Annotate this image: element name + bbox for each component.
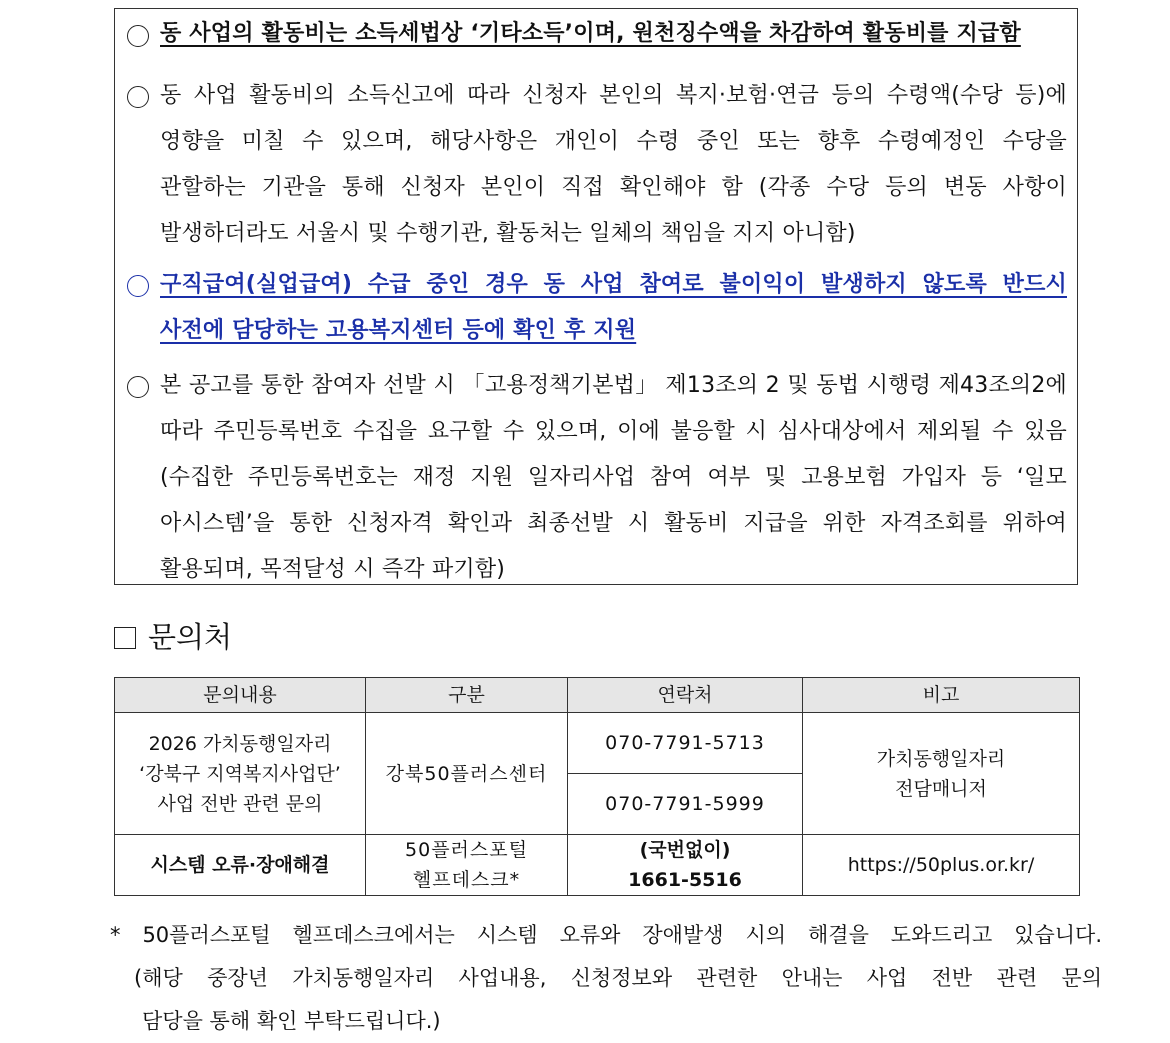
notice-line: 구직급여(실업급여) 수급 중인 경우 동 사업 참여로 불이익이 발생하지 않도록 반드시: [160, 272, 1067, 297]
notice-line: 본 공고를 통한 참여자 선발 시 「고용정책기본법」 제13조의 2 및 동법 시행령 제43조의2에: [160, 373, 1067, 398]
cell-note: [803, 713, 1080, 835]
cell-line: 헬프데스크*: [412, 869, 521, 891]
notice-line: 활용되며, 목적달성 시 즉각 파기함): [160, 557, 506, 582]
cell-line: 가치동행일자리: [876, 747, 1006, 770]
circle-bullet-icon: [127, 376, 149, 398]
notice-line: (수집한 주민등록번호는 재정 지원 일자리사업 참여 여부 및 고용보험 가입자 등 ‘일모: [160, 465, 1067, 490]
contact-table: [114, 677, 1080, 896]
circle-bullet-icon: [127, 275, 149, 297]
cell-line: 1661-5516: [628, 869, 742, 891]
notice-line: 영향을 미칠 수 있으며, 해당사항은 개인이 수령 중인 또는 향후 수령예정인 수당을: [160, 129, 1067, 154]
notice-item-income: [127, 11, 1067, 57]
cell-content: 시스템 오류·장애해결: [115, 835, 366, 896]
notice-item-resident-number: [127, 363, 1067, 593]
circle-bullet-icon: [127, 86, 149, 108]
cell-url-link[interactable]: https://50plus.or.kr/: [803, 835, 1080, 896]
notice-line: 사전에 담당하는 고용복지센터 등에 확인 후 지원: [160, 318, 637, 343]
cell-phone: 070-7791-5713: [568, 713, 803, 774]
table-row: [115, 835, 1080, 896]
notice-line: 아시스템’을 통한 신청자격 확인과 최종선발 시 활동비 지급을 위한 자격조회를 위하여: [160, 511, 1067, 536]
notice-line: 동 사업의 활동비는 소득세법상 ‘기타소득’이며, 원천징수액을 차감하여 활동비를 지급함: [160, 21, 1021, 46]
square-bullet-icon: [114, 627, 136, 649]
cell-category: 강북50플러스센터: [366, 713, 568, 835]
footnote-line: (해당 중장년 가치동행일자리 사업내용, 신청정보와 관련한 안내는 사업 전반 관련 문의: [134, 966, 1102, 990]
cell-line: 50플러스포털: [405, 839, 528, 861]
circle-bullet-icon: [127, 25, 149, 47]
header-content: 문의내용: [115, 678, 366, 713]
cell-line: 전담매니저: [895, 777, 987, 800]
header-contact: 연락처: [568, 678, 803, 713]
footnote: [110, 914, 1102, 1043]
cell-phone: 070-7791-5999: [568, 774, 803, 835]
cell-line: (국번없이): [639, 839, 731, 861]
footnote-line: 담당을 통해 확인 부탁드립니다.): [142, 1009, 441, 1033]
header-note: 비고: [803, 678, 1080, 713]
cell-line: 2026 가치동행일자리: [148, 732, 332, 755]
notice-item-unemployment: [127, 262, 1067, 354]
table-header-row: [115, 678, 1080, 713]
cell-content: [115, 713, 366, 835]
section-title: [114, 618, 232, 656]
footnote-line: * 50플러스포털 헬프데스크에서는 시스템 오류와 장애발생 시의 해결을 도와드리고 있습니다.: [110, 923, 1102, 947]
cell-category: [366, 835, 568, 896]
notice-line: 발생하더라도 서울시 및 수행기관, 활동처는 일체의 책임을 지지 아니함): [160, 221, 856, 246]
cell-line: 사업 전반 관련 문의: [157, 792, 323, 815]
cell-line: ‘강북구 지역복지사업단’: [139, 762, 341, 785]
section-title-text: 문의처: [148, 620, 233, 654]
table-row: [115, 713, 1080, 774]
notice-line: 관할하는 기관을 통해 신청자 본인이 직접 확인해야 함 (각종 수당 등의 변동 사항이: [160, 175, 1067, 200]
notice-line: 따라 주민등록번호 수집을 요구할 수 있으며, 이에 불응할 시 심사대상에서 제외될 수 있음: [160, 419, 1067, 444]
notice-box: [114, 8, 1078, 585]
notice-line: 동 사업 활동비의 소득신고에 따라 신청자 본인의 복지·보험·연금 등의 수령액(수당 등)에: [160, 83, 1067, 108]
cell-phone: [568, 835, 803, 896]
notice-item-benefits: [127, 73, 1067, 257]
header-category: 구분: [366, 678, 568, 713]
